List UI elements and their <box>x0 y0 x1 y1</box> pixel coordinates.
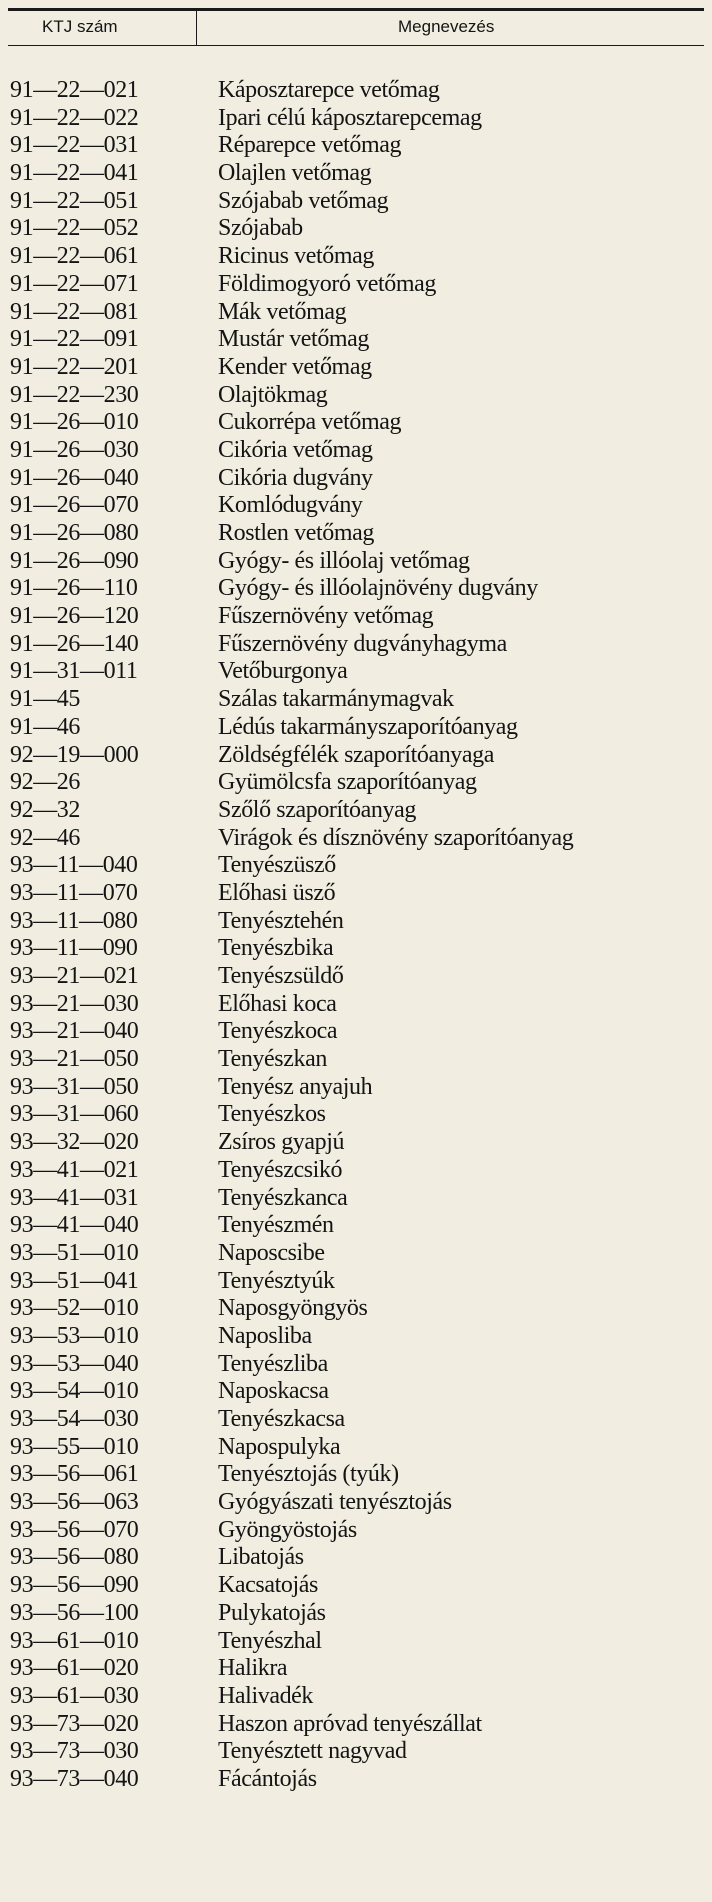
item-name: Cukorrépa vetőmag <box>218 409 402 436</box>
item-name: Tenyészhal <box>218 1627 322 1654</box>
item-name: Naposliba <box>218 1322 312 1349</box>
item-name: Szálas takarmánymagvak <box>218 686 454 713</box>
item-name: Tenyésztett nagyvad <box>218 1738 407 1765</box>
table-row <box>8 160 704 188</box>
ktj-code: 91—22—201 <box>10 353 139 380</box>
item-name: Ricinus vetőmag <box>218 243 374 270</box>
table-row <box>8 1157 704 1185</box>
table-row <box>8 271 704 299</box>
ktj-code: 92—26 <box>10 769 81 796</box>
item-name: Virágok és dísznövény szaporítóanyag <box>218 824 574 851</box>
ktj-code: 91—26—090 <box>10 547 139 574</box>
table-row <box>8 686 704 714</box>
ktj-code: 93—53—010 <box>10 1322 139 1349</box>
table-row <box>8 77 704 105</box>
table-row <box>8 1018 704 1046</box>
item-name: Tenyészkan <box>218 1046 327 1073</box>
ktj-code: 93—54—030 <box>10 1406 139 1432</box>
ktj-code: 93—41—021 <box>10 1156 139 1183</box>
ktj-code: 93—61—030 <box>10 1682 139 1709</box>
ktj-code: 91—26—070 <box>10 492 139 519</box>
ktj-code: 93—11—040 <box>10 852 138 879</box>
table-row <box>8 382 704 410</box>
item-name: Tenyészüsző <box>218 852 336 879</box>
table-row <box>8 797 704 825</box>
item-name: Rostlen vetőmag <box>218 520 374 546</box>
ktj-code: 93—56—063 <box>10 1489 139 1516</box>
table-row <box>8 1600 704 1628</box>
ktj-code: 93—53—040 <box>10 1350 139 1377</box>
item-name: Tenyésztyúk <box>218 1267 335 1294</box>
item-name: Gyógy- és illóolaj vetőmag <box>218 547 470 574</box>
table-row <box>8 908 704 936</box>
ktj-code: 93—56—061 <box>10 1461 139 1488</box>
table-row <box>8 1101 704 1129</box>
item-name: Olajtökmag <box>218 381 328 408</box>
table-row <box>8 1212 704 1240</box>
table-row <box>8 742 704 770</box>
item-name: Előhasi koca <box>218 990 337 1017</box>
table-row <box>8 548 704 576</box>
table-row <box>8 825 704 853</box>
item-name: Tenyészkoca <box>218 1018 338 1045</box>
column-header-name: Megnevezés <box>398 17 495 36</box>
table-row <box>8 963 704 991</box>
item-name: Káposztarepce vetőmag <box>218 77 440 103</box>
item-name: Naposkacsa <box>218 1378 329 1405</box>
item-name: Kacsatojás <box>218 1572 318 1599</box>
table-row <box>8 520 704 548</box>
table-row <box>8 1185 704 1213</box>
table-row <box>8 1074 704 1102</box>
ktj-code: 91—26—120 <box>10 603 139 630</box>
item-name: Szójabab <box>218 215 303 242</box>
item-name: Tenyésztojás (tyúk) <box>218 1461 399 1488</box>
item-name: Olajlen vetőmag <box>218 160 372 187</box>
table-row <box>8 1572 704 1600</box>
ktj-code: 91—22—071 <box>10 270 139 297</box>
item-name: Gyógy- és illóolajnövény dugvány <box>218 575 538 602</box>
item-name: Gyógyászati tenyésztojás <box>218 1489 452 1516</box>
table-row <box>8 1406 704 1434</box>
ktj-code: 93—51—041 <box>10 1267 139 1294</box>
ktj-code: 93—41—031 <box>10 1184 139 1211</box>
item-name: Tenyészkanca <box>218 1184 348 1211</box>
table-row <box>8 1378 704 1406</box>
item-name: Gyöngyöstojás <box>218 1516 357 1543</box>
ktj-code: 93—41—040 <box>10 1212 139 1239</box>
table-row <box>8 658 704 686</box>
table-row <box>8 1351 704 1379</box>
ktj-code: 93—73—040 <box>10 1765 139 1792</box>
ktj-code: 93—56—070 <box>10 1516 139 1543</box>
item-name: Zsíros gyapjú <box>218 1129 345 1156</box>
ktj-code: 91—22—041 <box>10 160 139 187</box>
item-name: Tenyésztehén <box>218 907 344 934</box>
ktj-code: 93—21—021 <box>10 963 139 989</box>
item-name: Vetőburgonya <box>218 658 348 685</box>
table-row <box>8 354 704 382</box>
ktj-code: 91—31—011 <box>10 658 138 685</box>
ktj-code: 93—61—020 <box>10 1655 139 1682</box>
table-row <box>8 409 704 437</box>
column-header-code: KTJ szám <box>42 17 118 36</box>
ktj-code: 93—56—090 <box>10 1572 139 1599</box>
ktj-code: 93—11—080 <box>10 907 138 934</box>
item-name: Komlódugvány <box>218 492 363 519</box>
ktj-code: 93—11—070 <box>10 879 138 906</box>
ktj-code: 92—19—000 <box>10 741 139 768</box>
ktj-code: 92—32 <box>10 796 81 823</box>
table-row <box>8 1295 704 1323</box>
table-row <box>8 1434 704 1462</box>
table-row <box>8 1268 704 1296</box>
item-name: Halivadék <box>218 1682 314 1709</box>
item-name: Tenyészsüldő <box>218 963 344 989</box>
ktj-code: 91—22—091 <box>10 326 139 353</box>
table-row <box>8 1046 704 1074</box>
item-name: Fácántojás <box>218 1765 317 1792</box>
table-body <box>8 77 704 1794</box>
item-name: Réparepce vetőmag <box>218 132 402 159</box>
item-name: Tenyészmén <box>218 1212 334 1239</box>
table-row <box>8 852 704 880</box>
ktj-code: 93—54—010 <box>10 1378 139 1405</box>
item-name: Zöldségfélék szaporítóanyaga <box>218 741 495 768</box>
ktj-code: 91—46 <box>10 713 81 740</box>
table-row <box>8 188 704 216</box>
table-row <box>8 1240 704 1268</box>
item-name: Lédús takarmányszaporítóanyag <box>218 713 518 740</box>
table-row <box>8 1489 704 1517</box>
ktj-code: 91—22—031 <box>10 132 139 159</box>
table-row <box>8 769 704 797</box>
ktj-code: 91—22—021 <box>10 77 139 103</box>
item-name: Halikra <box>218 1655 288 1682</box>
table-row <box>8 1738 704 1766</box>
ktj-code: 93—73—030 <box>10 1738 139 1765</box>
item-name: Ipari célú káposztarepcemag <box>218 104 482 131</box>
table-row <box>8 243 704 271</box>
ktj-code: 93—21—050 <box>10 1046 139 1073</box>
table-row <box>8 714 704 742</box>
ktj-code: 91—26—140 <box>10 630 139 657</box>
table-row <box>8 215 704 243</box>
item-name: Libatojás <box>218 1544 304 1571</box>
ktj-code: 93—61—010 <box>10 1627 139 1654</box>
table-row <box>8 575 704 603</box>
item-name: Cikória dugvány <box>218 464 373 491</box>
ktj-code: 93—11—090 <box>10 935 138 962</box>
table-row <box>8 1461 704 1489</box>
item-name: Napospulyka <box>218 1433 341 1460</box>
table-row <box>8 1544 704 1572</box>
document-page <box>8 8 704 1897</box>
ktj-code: 91—22—061 <box>10 243 139 270</box>
ktj-code: 93—52—010 <box>10 1295 139 1322</box>
ktj-code: 93—56—080 <box>10 1544 139 1571</box>
item-name: Tenyészbika <box>218 935 334 962</box>
table-row <box>8 880 704 908</box>
table-row <box>8 465 704 493</box>
table-row <box>8 105 704 133</box>
ktj-code: 93—31—050 <box>10 1073 139 1100</box>
ktj-code: 91—26—080 <box>10 520 139 546</box>
item-name: Fűszernövény dugványhagyma <box>218 630 507 657</box>
item-name: Fűszernövény vetőmag <box>218 603 434 630</box>
table-row <box>8 132 704 160</box>
ktj-code: 91—22—022 <box>10 104 139 131</box>
item-name: Tenyész anyajuh <box>218 1073 373 1100</box>
table-row <box>8 1129 704 1157</box>
table-row <box>8 1655 704 1683</box>
item-name: Naposgyöngyös <box>218 1295 368 1322</box>
table-row <box>8 935 704 963</box>
table-row <box>8 326 704 354</box>
table-row <box>8 437 704 465</box>
ktj-code: 91—22—051 <box>10 187 139 214</box>
ktj-code: 91—22—230 <box>10 381 139 408</box>
ktj-code: 91—26—110 <box>10 575 138 602</box>
table-row <box>8 1323 704 1351</box>
ktj-code: 93—73—020 <box>10 1710 139 1737</box>
item-name: Pulykatojás <box>218 1599 326 1626</box>
ktj-code: 93—56—100 <box>10 1599 139 1626</box>
ktj-code: 91—22—081 <box>10 298 139 325</box>
item-name: Haszon apróvad tenyészállat <box>218 1710 482 1737</box>
ktj-code: 91—22—052 <box>10 215 139 242</box>
header-divider <box>196 11 197 45</box>
table-row <box>8 299 704 327</box>
ktj-code: 93—55—010 <box>10 1433 139 1460</box>
item-name: Szójabab vetőmag <box>218 187 389 214</box>
ktj-code: 91—26—030 <box>10 436 139 463</box>
table-row <box>8 1711 704 1739</box>
table-row <box>8 492 704 520</box>
ktj-code: 93—51—010 <box>10 1239 139 1266</box>
ktj-code: 91—26—010 <box>10 409 139 436</box>
table-row <box>8 631 704 659</box>
ktj-code: 91—45 <box>10 686 81 713</box>
table-header <box>8 11 704 46</box>
item-name: Gyümölcsfa szaporítóanyag <box>218 769 477 796</box>
ktj-code: 93—31—060 <box>10 1101 139 1128</box>
item-name: Tenyészcsikó <box>218 1156 343 1183</box>
table-row <box>8 1683 704 1711</box>
item-name: Naposcsibe <box>218 1239 325 1266</box>
item-name: Előhasi üsző <box>218 879 336 906</box>
ktj-code: 93—32—020 <box>10 1129 139 1156</box>
item-name: Mák vetőmag <box>218 298 347 325</box>
item-name: Mustár vetőmag <box>218 326 370 353</box>
item-name: Cikória vetőmag <box>218 436 373 463</box>
item-name: Tenyészkacsa <box>218 1406 345 1432</box>
table-row <box>8 603 704 631</box>
ktj-code: 93—21—030 <box>10 990 139 1017</box>
table-row <box>8 1517 704 1545</box>
ktj-code: 92—46 <box>10 824 81 851</box>
item-name: Kender vetőmag <box>218 353 372 380</box>
item-name: Tenyészliba <box>218 1350 328 1377</box>
item-name: Tenyészkos <box>218 1101 326 1128</box>
item-name: Szőlő szaporítóanyag <box>218 796 416 823</box>
table-row <box>8 991 704 1019</box>
table-row <box>8 1766 704 1794</box>
item-name: Földimogyoró vetőmag <box>218 270 436 297</box>
table-row <box>8 1628 704 1656</box>
ktj-code: 91—26—040 <box>10 464 139 491</box>
ktj-code: 93—21—040 <box>10 1018 139 1045</box>
